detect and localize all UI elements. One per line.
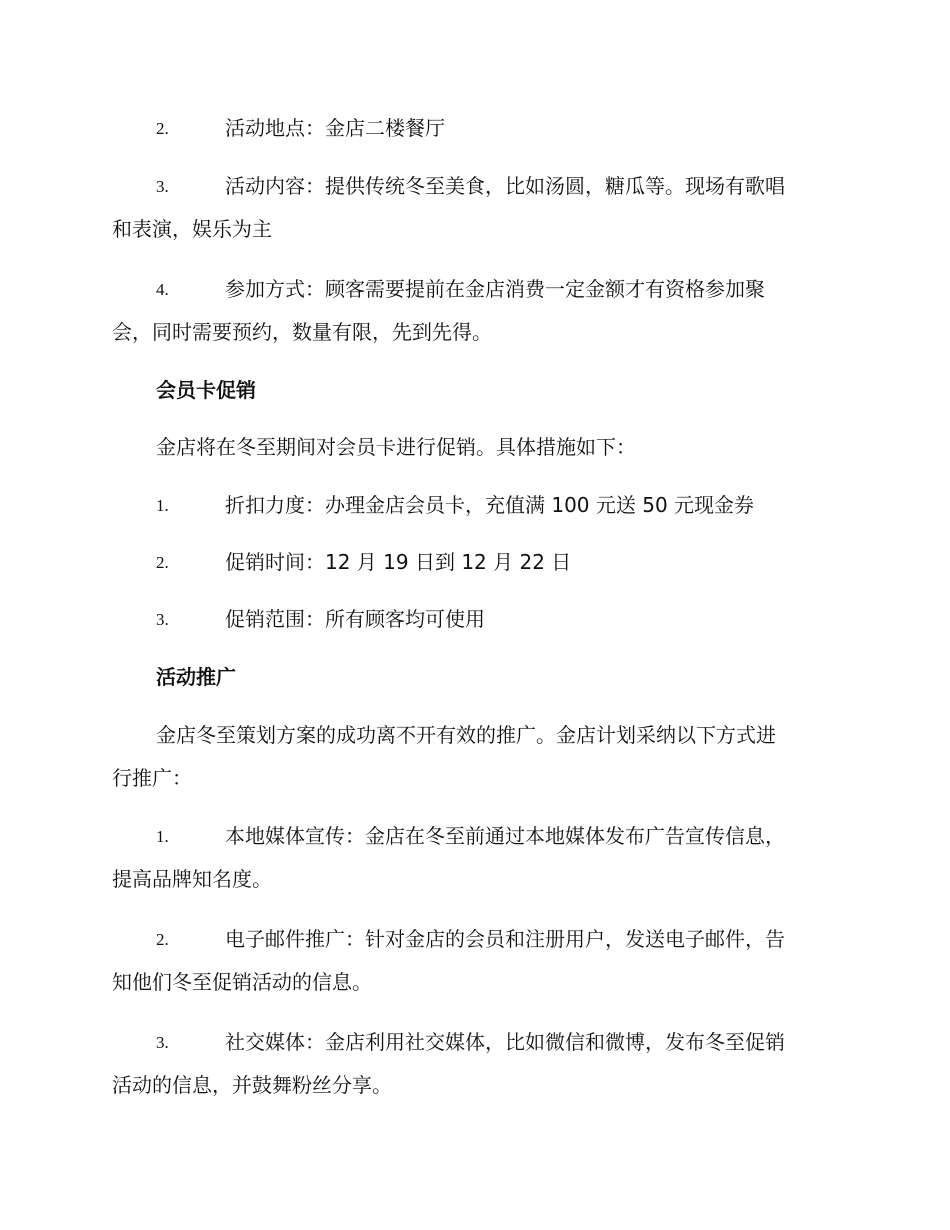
list-number: 3.	[156, 1033, 169, 1052]
list-item	[112, 918, 834, 1004]
list-item	[112, 268, 834, 354]
section-heading	[112, 369, 834, 412]
section-heading-text: 会员卡促销	[156, 378, 256, 402]
list-item-text: 参加方式：顾客需要提前在金店消费一定金额才有资格参加聚	[225, 277, 765, 301]
list-item	[112, 815, 834, 901]
list-item-continuation: 会，同时需要预约，数量有限，先到先得。	[112, 320, 492, 344]
paragraph-continuation: 行推广：	[112, 766, 192, 790]
list-number: 2.	[156, 930, 169, 949]
paragraph	[112, 426, 834, 469]
paragraph-text: 金店冬至策划方案的成功离不开有效的推广。金店计划采纳以下方式进	[156, 723, 776, 747]
list-item-continuation: 提高品牌知名度。	[112, 867, 272, 891]
list-item-text: 活动内容：提供传统冬至美食，比如汤圆，糖瓜等。现场有歌唱	[225, 174, 785, 198]
list-number: 3.	[156, 610, 169, 629]
list-item-continuation: 和表演，娱乐为主	[112, 217, 272, 241]
list-number: 1.	[156, 827, 169, 846]
list-item-text: 促销时间：12 月 19 日到 12 月 22 日	[225, 550, 572, 574]
list-item-continuation: 活动的信息，并鼓舞粉丝分享。	[112, 1073, 392, 1097]
paragraph	[112, 714, 834, 800]
paragraph-text: 金店将在冬至期间对会员卡进行促销。具体措施如下：	[156, 435, 636, 459]
list-item-text: 电子邮件推广：针对金店的会员和注册用户，发送电子邮件，告	[225, 927, 785, 951]
list-item	[112, 165, 834, 251]
list-item-text: 社交媒体：金店利用社交媒体，比如微信和微博，发布冬至促销	[225, 1030, 785, 1054]
list-item-text: 折扣力度：办理金店会员卡，充值满 100 元送 50 元现金券	[225, 493, 755, 517]
list-item-text: 促销范围：所有顾客均可使用	[225, 607, 485, 631]
list-item	[112, 1021, 834, 1107]
section-heading-text: 活动推广	[156, 665, 236, 689]
list-item	[112, 541, 834, 584]
section-heading	[112, 656, 834, 699]
list-item	[112, 484, 834, 527]
list-number: 4.	[156, 280, 169, 299]
list-item	[112, 107, 834, 150]
list-number: 1.	[156, 496, 169, 515]
list-item-text: 活动地点：金店二楼餐厅	[225, 116, 445, 140]
list-number: 3.	[156, 177, 169, 196]
list-number: 2.	[156, 119, 169, 138]
list-number: 2.	[156, 553, 169, 572]
list-item	[112, 598, 834, 641]
list-item-text: 本地媒体宣传：金店在冬至前通过本地媒体发布广告宣传信息，	[225, 824, 785, 848]
list-item-continuation: 知他们冬至促销活动的信息。	[112, 970, 372, 994]
